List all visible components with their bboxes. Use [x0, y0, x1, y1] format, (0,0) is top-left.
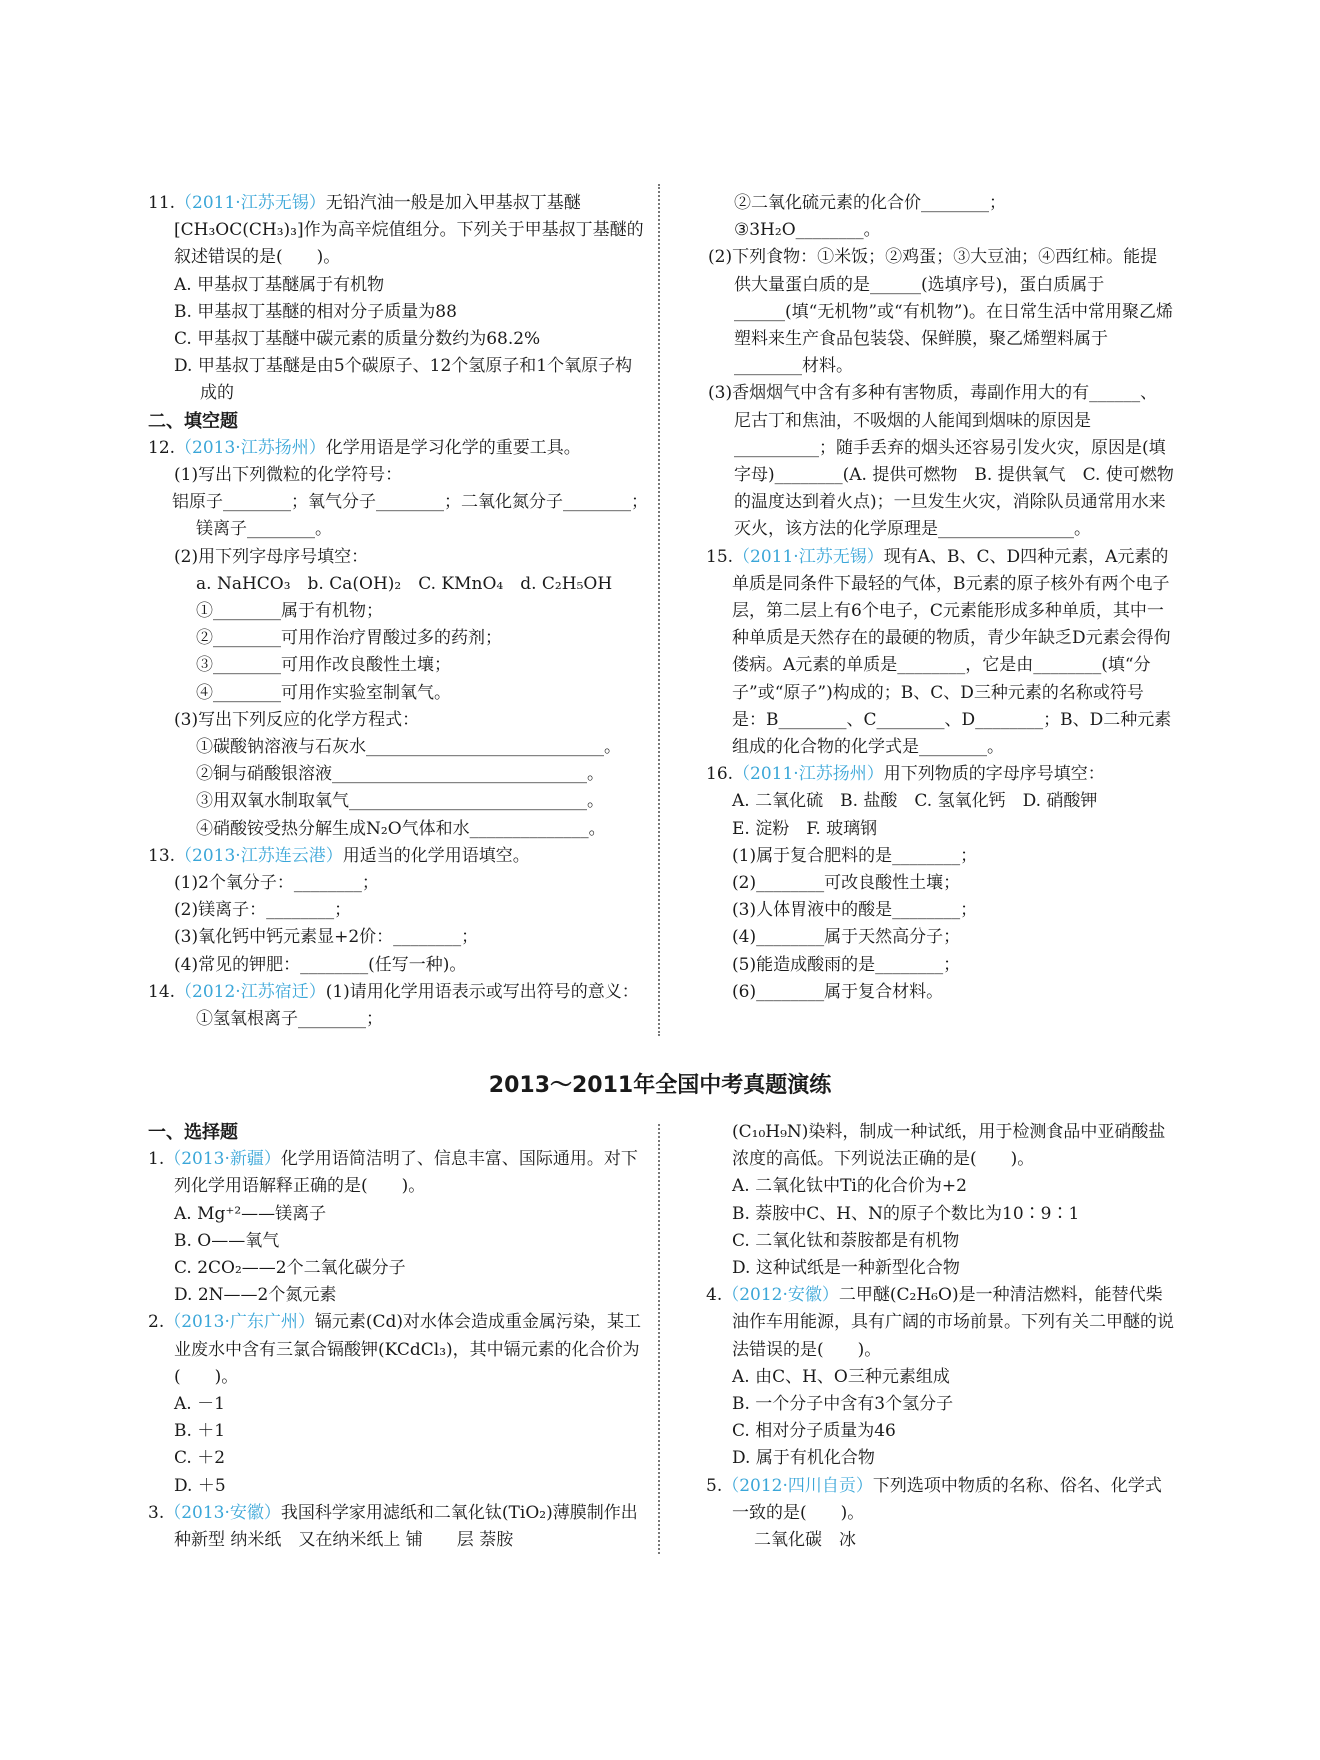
table-header-fragment: 二氧化碳 冰 [754, 1530, 856, 1551]
question-text: 无铅汽油一般是加入甲基叔丁基醚[CH₃OC(CH₃)₃]作为高辛烷值组分。下列关于甲基叔丁基醚的叙述错误的是( )。 [174, 193, 644, 268]
question-15 [706, 544, 1174, 762]
question-5 [706, 1473, 1174, 1527]
sub-item: ④________可用作实验室制氧气。 [196, 682, 451, 703]
question-text: 二甲醚(C₂H₆O)是一种清洁燃料，能替代柴油作车用能源，具有广阔的市场前景。下列有关二甲醚的说法错误的是( )。 [732, 1285, 1174, 1360]
sub-item: ①氢氧根离子________； [196, 1009, 383, 1030]
option-c: C. ＋2 [174, 1448, 226, 1469]
option-a: A. 甲基叔丁基醚属于有机物 [174, 274, 385, 295]
question-source: （2011·江苏扬州） [733, 764, 884, 785]
section-heading-choice: 一、选择题 [148, 1122, 238, 1143]
option-a: A. 由C、H、O三种元素组成 [732, 1366, 950, 1387]
question-number: 1. [148, 1149, 165, 1170]
sub-question: (2)________可改良酸性土壤； [732, 873, 961, 894]
question-number: 4. [706, 1285, 723, 1306]
question-12 [148, 435, 648, 462]
option-line: E. 淀粉 F. 玻璃钢 [732, 818, 878, 839]
question-13 [148, 843, 648, 870]
top-right-column [706, 190, 1174, 1006]
option-c: C. 甲基叔丁基醚中碳元素的质量分数约为68.2% [174, 329, 541, 350]
option-line: a. NaHCO₃ b. Ca(OH)₂ C. KMnO₄ d. C₂H₅OH [196, 573, 613, 594]
question-4 [706, 1282, 1174, 1364]
option-b: B. 一个分子中含有3个氢分子 [732, 1394, 954, 1415]
option-c: C. 相对分子质量为46 [732, 1421, 896, 1442]
sub-question: (6)________属于复合材料。 [732, 981, 944, 1002]
option-a: A. Mg⁺²——镁离子 [174, 1203, 327, 1224]
option-a: A. －1 [174, 1394, 225, 1415]
question-source: （2011·江苏无锡） [175, 193, 326, 213]
question-text: 化学用语是学习化学的重要工具。 [325, 437, 581, 458]
sub-item: ④硝酸铵受热分解生成N₂O气体和水______________。 [196, 818, 606, 839]
question-16 [706, 761, 1174, 788]
sub-item: ③用双氧水制取氧气____________________________。 [196, 791, 604, 812]
section-heading-fill-in: 二、填空题 [148, 410, 238, 432]
sub-question: (3)人体胃液中的酸是________； [732, 900, 978, 921]
question-source: （2013·广东广州） [164, 1312, 315, 1333]
question-source: （2013·江苏连云港） [175, 845, 343, 866]
sub-question: (2)下列食物：①米饭；②鸡蛋；③大豆油；④西红柿。能提供大量蛋白质的是______(选填序号)，蛋白质属于______(填“无机物”或“有机物”)。在日常生活中常用聚乙烯塑料来生产食品包装袋、保鲜膜，聚乙烯塑料属于________材料。 [708, 247, 1174, 377]
question-source: （2012·安徽） [722, 1285, 839, 1306]
sub-question: (4)常见的钾肥：________(任写一种)。 [174, 954, 467, 975]
sub-item: ②铜与硝酸银溶液______________________________。 [196, 764, 604, 785]
question-number: 13. [148, 845, 176, 866]
sub-question: (1)写出下列微粒的化学符号： [174, 465, 403, 486]
question-1 [148, 1146, 648, 1200]
sub-question: (1)2个氧分子：________； [174, 873, 379, 894]
top-left-column [148, 190, 648, 1033]
question-text: 镉元素(Cd)对水体会造成重金属污染，某工业废水中含有三氯合镉酸钾(KCdCl₃)，其中镉元素的化合价为( )。 [174, 1312, 642, 1387]
question-2 [148, 1309, 648, 1391]
question-text: 化学用语简洁明了、信息丰富、国际通用。对下列化学用语解释正确的是( )。 [174, 1149, 638, 1197]
option-a: A. 二氧化钛中Ti的化合价为+2 [732, 1176, 967, 1197]
question-3-continued: (C₁₀H₉N)染料，制成一种试纸，用于检测食品中亚硝酸盐浓度的高低。下列说法正确的是( )。 [732, 1122, 1166, 1170]
sub-question: (3)写出下列反应的化学方程式： [174, 709, 420, 730]
question-number: 5. [706, 1475, 723, 1496]
sub-item: ②________可用作治疗胃酸过多的药剂； [196, 628, 502, 649]
sub-question-line: 铝原子________；氧气分子________；二氧化氮分子________；镁离子________。 [172, 492, 648, 540]
sub-question: (3)香烟烟气中含有多种有害物质，毒副作用大的有______、尼古丁和焦油，不吸烟的人能闻到烟味的原因是__________；随手丢弃的烟头还容易引发火灾，原因是(填字母)________(A. 提供可燃物 B. 提供氧气 C. 使可燃物的温度达到着火点)；一旦发生火灾，消除队员通常用水来灭火，该方法的化学原理是________________。 [708, 383, 1174, 540]
option-d: D. 属于有机化合物 [732, 1448, 875, 1469]
option-d: D. 2N——2个氮元素 [174, 1285, 337, 1306]
question-text: 用下列物质的字母序号填空： [883, 764, 1105, 785]
sub-item: ①碳酸钠溶液与石灰水____________________________。 [196, 737, 621, 758]
question-number: 15. [706, 546, 734, 567]
question-text: 下列选项中物质的名称、俗名、化学式一致的是( )。 [732, 1475, 1162, 1523]
question-number: 3. [148, 1502, 165, 1523]
question-number: 16. [706, 764, 734, 785]
question-text: 现有A、B、C、D四种元素，A元素的单质是同条件下最轻的气体，B元素的原子核外有两个电子层，第二层上有6个电子，C元素能形成多种单质，其中一种单质是天然存在的最硬的物质，青少年缺乏D元素会得佝偻病。A元素的单质是________，它是由________(填“分子”或“原子”)构成的；B、C、D三种元素的名称或符号是：B________、C________、D________；B、D二种元素组成的化合物的化学式是________。 [732, 546, 1172, 758]
bottom-right-column [706, 1119, 1174, 1554]
column-divider [658, 1124, 660, 1554]
sub-question: (2)镁离子：________； [174, 900, 352, 921]
column-divider [658, 184, 660, 1036]
sub-question: (4)________属于天然高分子； [732, 927, 961, 948]
question-number: 11. [148, 193, 176, 213]
question-14 [148, 979, 648, 1006]
sub-question: (3)氧化钙中钙元素显+2价：________； [174, 927, 479, 948]
sub-item: ③3H₂O________。 [734, 220, 881, 241]
question-number: 14. [148, 981, 176, 1002]
question-source: （2012·四川自贡） [722, 1475, 873, 1496]
option-c: C. 二氧化钛和萘胺都是有机物 [732, 1230, 960, 1251]
sub-item: ③________可用作改良酸性土壤； [196, 655, 451, 676]
sub-item: ①________属于有机物； [196, 601, 383, 622]
sub-question: (2)用下列字母序号填空： [174, 546, 369, 567]
question-text: 用适当的化学用语填空。 [342, 845, 530, 866]
question-source: （2013·江苏扬州） [175, 437, 326, 458]
question-source: （2013·安徽） [164, 1502, 281, 1523]
option-c: C. 2CO₂——2个二氧化碳分子 [174, 1258, 406, 1279]
question-11 [148, 190, 648, 272]
option-d: D. 甲基叔丁基醚是由5个碳原子、12个氢原子和1个氧原子构成的 [174, 356, 633, 404]
question-text: (1)请用化学用语表示或写出符号的意义： [325, 981, 639, 1002]
bottom-left-column [148, 1119, 648, 1554]
question-source: （2013·新疆） [164, 1149, 281, 1170]
option-d: D. 这种试纸是一种新型化合物 [732, 1258, 960, 1279]
option-d: D. ＋5 [174, 1475, 226, 1496]
question-source: （2011·江苏无锡） [733, 546, 884, 567]
section-title: 2013～2011年全国中考真题演练 [488, 1073, 832, 1098]
question-3 [148, 1500, 648, 1554]
option-b: B. O——氧气 [174, 1230, 280, 1251]
sub-question: (1)属于复合肥料的是________； [732, 845, 978, 866]
question-number: 12. [148, 437, 176, 458]
sub-item: ②二氧化硫元素的化合价________； [734, 193, 1006, 213]
question-text: 我国科学家用滤纸和二氧化钛(TiO₂)薄膜制作出 种新型 纳米纸 又在纳米纸上 铺 层 萘胺 [174, 1502, 638, 1551]
option-b: B. ＋1 [174, 1421, 226, 1442]
question-number: 2. [148, 1312, 165, 1333]
option-line: A. 二氧化硫 B. 盐酸 C. 氢氧化钙 D. 硝酸钾 [732, 791, 1098, 812]
option-b: B. 萘胺中C、H、N的原子个数比为10∶9∶1 [732, 1203, 1080, 1224]
sub-question: (5)能造成酸雨的是________； [732, 954, 961, 975]
question-source: （2012·江苏宿迁） [175, 981, 326, 1002]
option-b: B. 甲基叔丁基醚的相对分子质量为88 [174, 301, 457, 322]
